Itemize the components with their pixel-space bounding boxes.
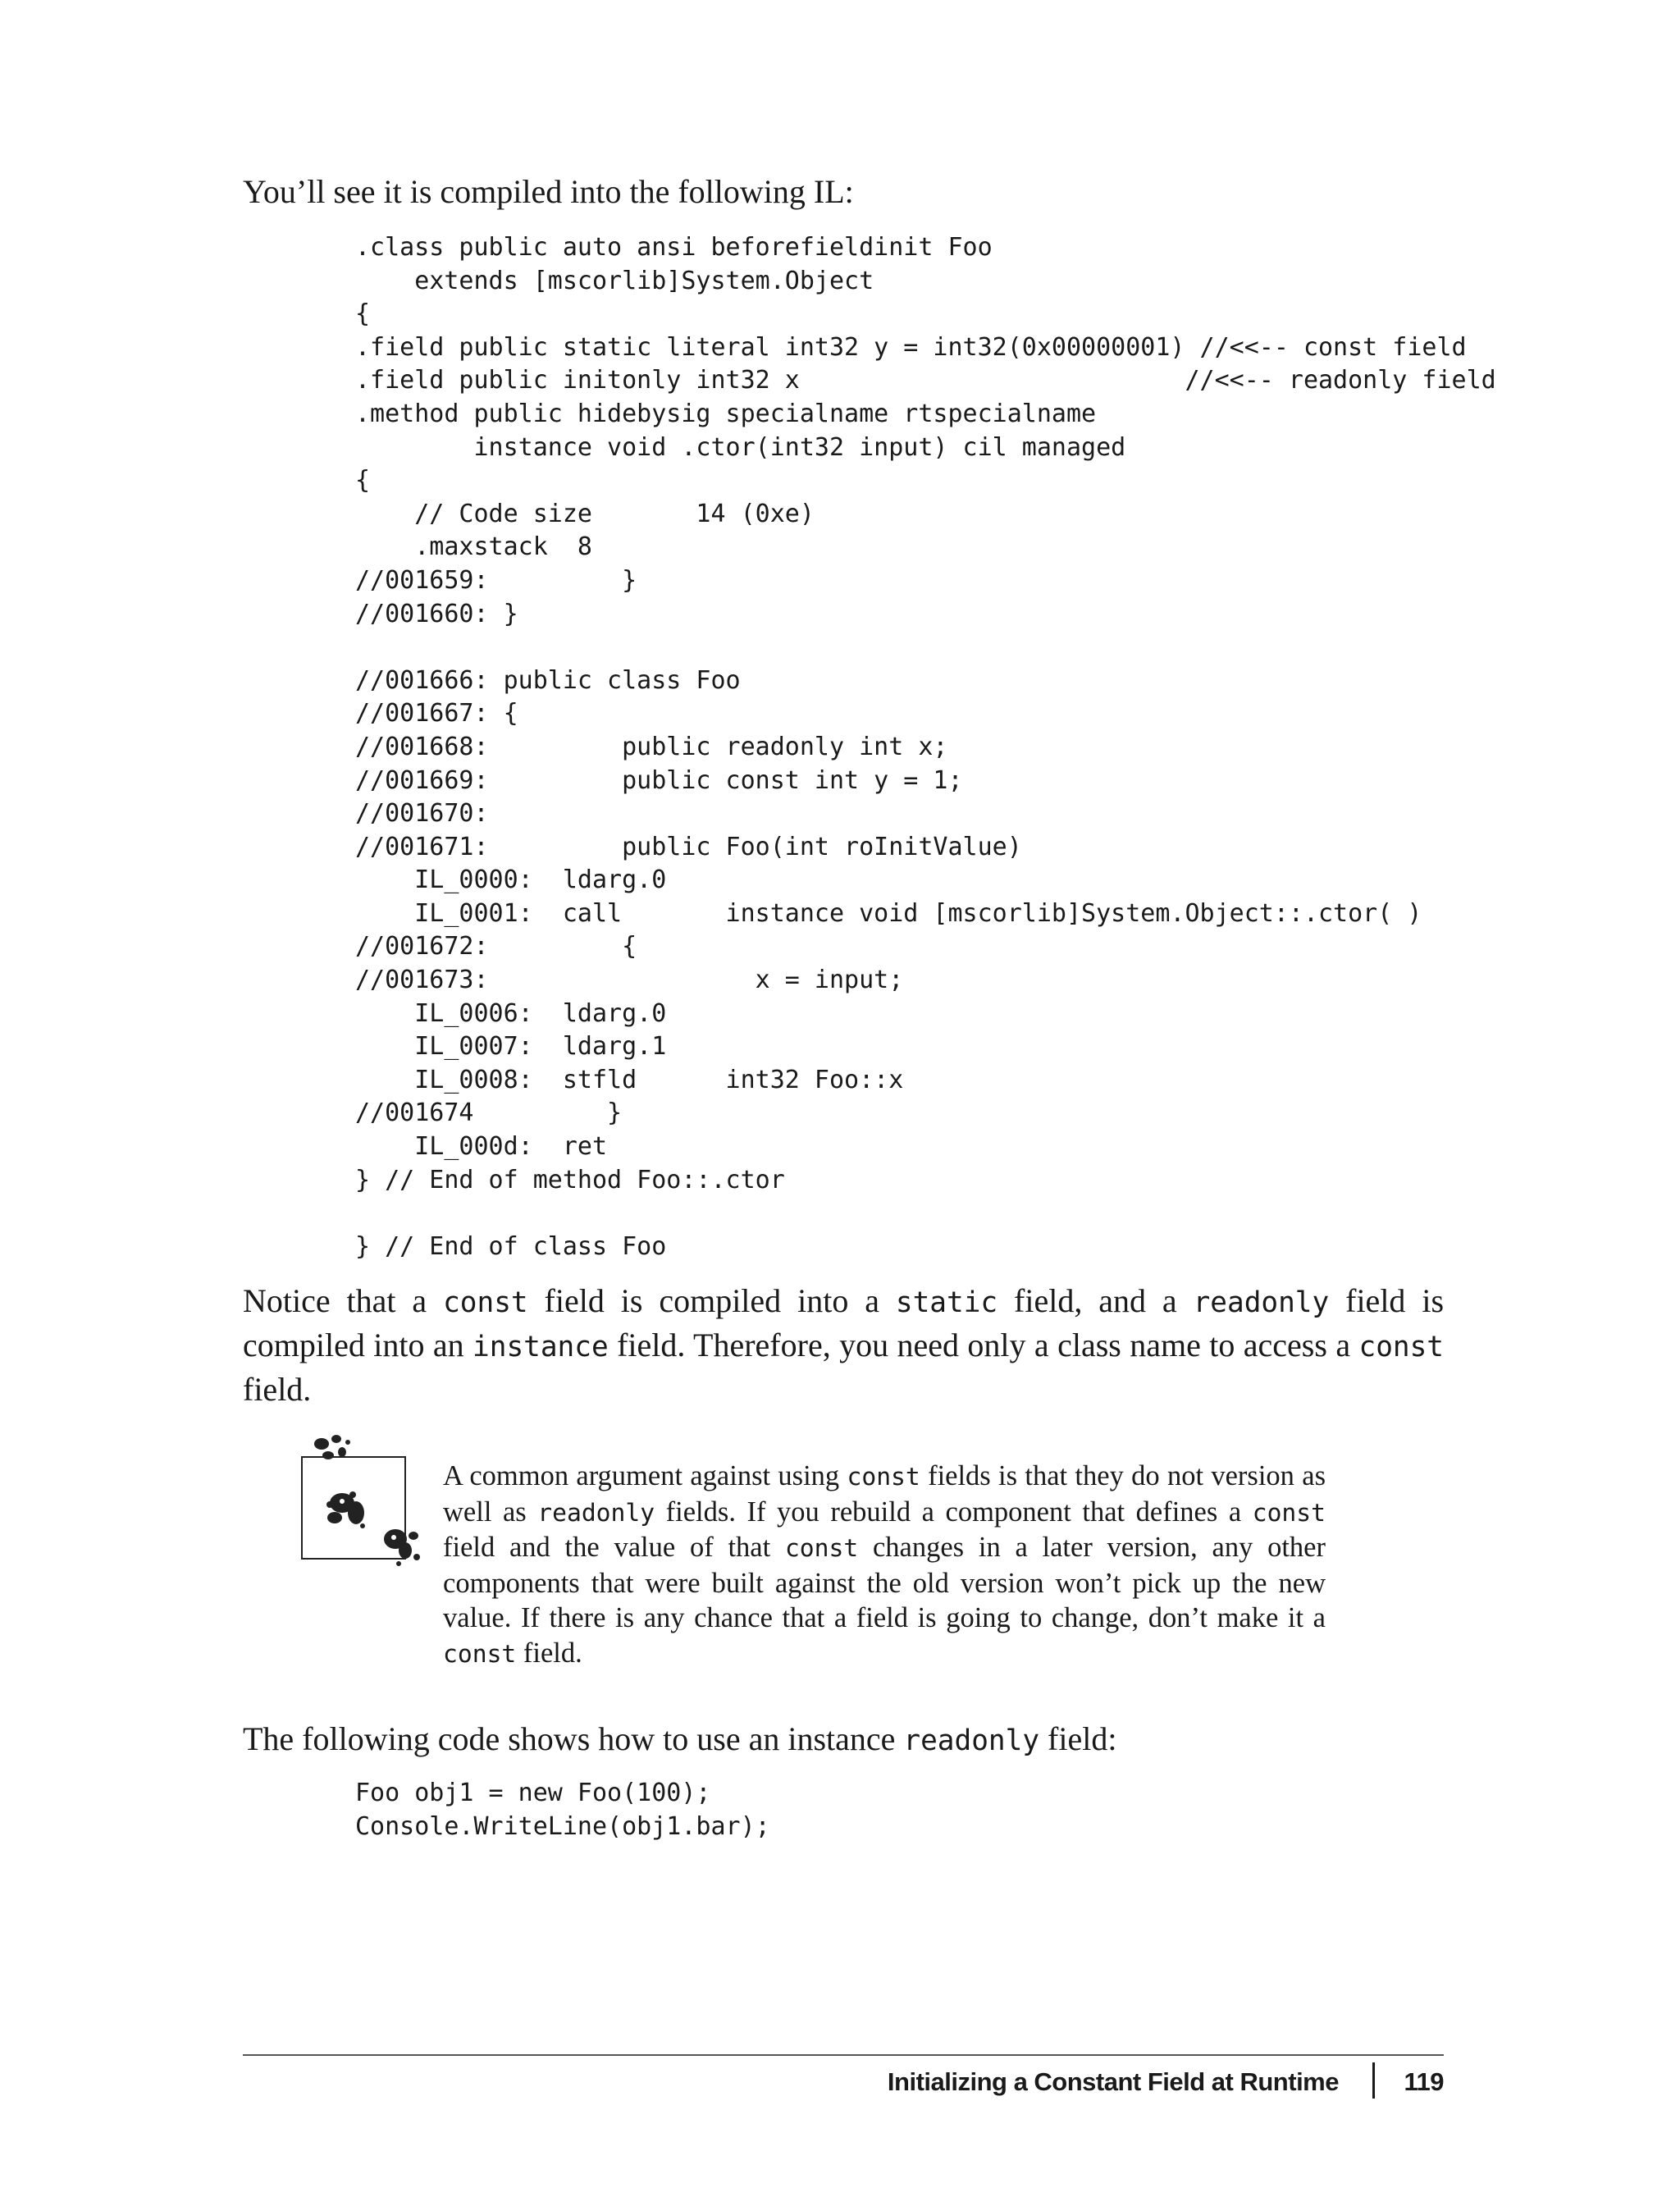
notice-paragraph: Notice that a const field is compiled into a static field, and a readonly field is compiled into an instance field. Therefore, you need only a class name to access a const field. <box>243 1282 1445 1408</box>
usage-code-listing: Foo obj1 = new Foo(100); Console.WriteLine(obj1.bar); <box>355 1779 770 1841</box>
footer-rule <box>243 2054 1444 2056</box>
raccoon-tip-icon <box>297 1427 428 1575</box>
following-paragraph: The following code shows how to use an instance readonly field: <box>243 1720 1117 1757</box>
footer-separator <box>1372 2062 1375 2099</box>
intro-paragraph: You’ll see it is compiled into the following IL: <box>243 173 854 210</box>
il-code-listing: .class public auto ansi beforefieldinit Foo extends [mscorlib]System.Object { .field public static literal int32 y = int32(0x00000001) //<<-- const field .field public initonly int32 x //<<-- readonly field .method public hidebysig specialname rtspecialname instance void .ctor(int32 input) cil managed { // Code size 14 (0xe) .maxstack 8 //001659: } //001660: } //001666: public class Foo //001667: { //001668: public readonly int x; //001669: public const int y = 1; //001670: //001671: public Foo(int roInitValue) IL_0000: ldarg.0 IL_0001: call instance void [mscorlib]System.Object::.ctor( ) //001672: { //001673: x = input; IL_0006: ldarg.0 IL_0007: ldarg.1 IL_0008: stfld int32 Foo::x //001674 } IL_000d: ret } // End of method Foo::.ctor } // End of class Foo <box>355 233 1496 1261</box>
tip-callout-text: A common argument against using const fields is that they do not version as well as readonly fields. If you rebuild a component that defines a const field and the value of that const changes in a later version, any other components that were built against the old version won’t pick up the new value. If there is any chance that a field is going to change, don’t make it a const field. <box>443 1460 1326 1669</box>
page-footer <box>243 2058 1444 2107</box>
page-number: 119 <box>1404 2067 1444 2096</box>
footer-section-title: Initializing a Constant Field at Runtime <box>887 2067 1339 2096</box>
